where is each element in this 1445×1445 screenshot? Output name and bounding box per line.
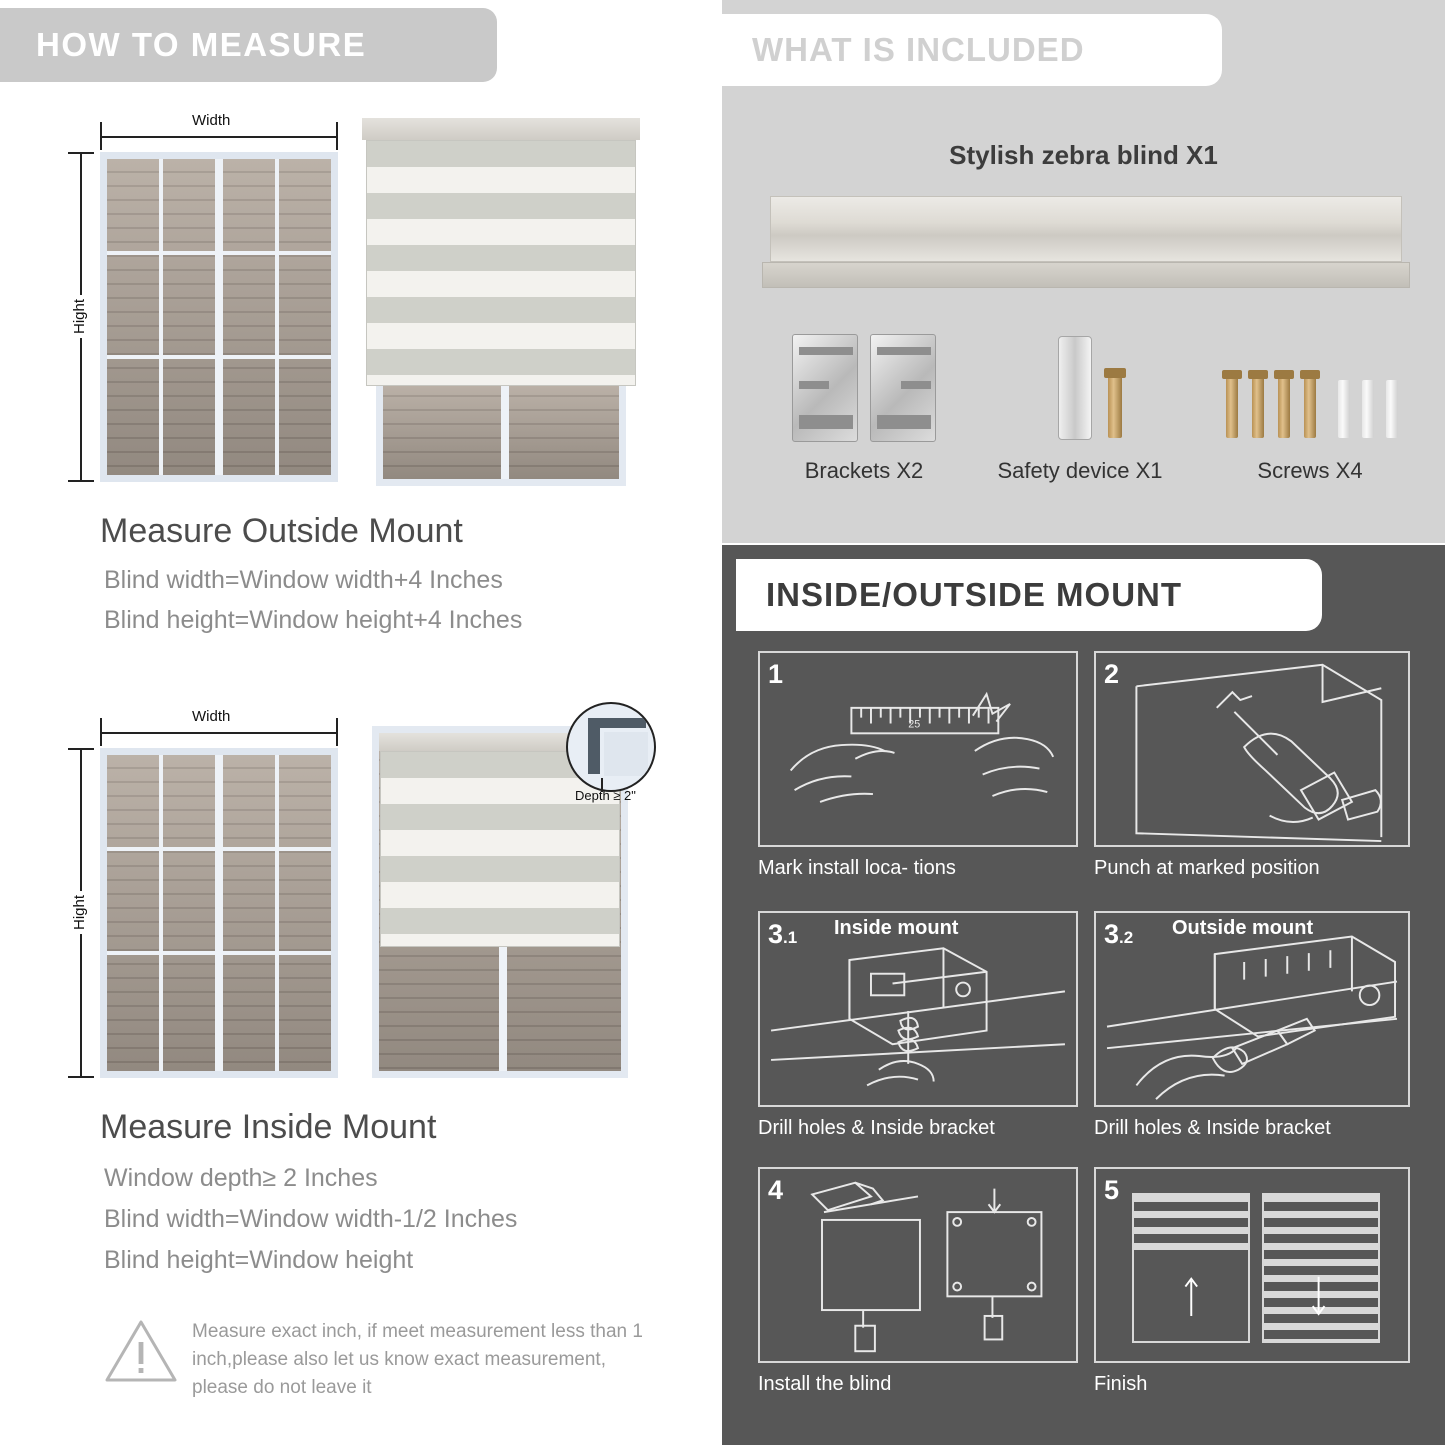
outside-window-mullion-b bbox=[275, 159, 279, 475]
bracket-1 bbox=[792, 334, 858, 442]
inside-mount-line-3: Blind height=Window height bbox=[104, 1246, 414, 1274]
warning-icon bbox=[104, 1318, 178, 1384]
inside-mount-title: Measure Inside Mount bbox=[100, 1108, 437, 1146]
outside-height-dim-tick-bottom bbox=[68, 480, 94, 482]
step-3-2-sketch bbox=[1096, 913, 1408, 1105]
bracket-2 bbox=[870, 334, 936, 442]
svg-text:25: 25 bbox=[908, 718, 921, 731]
inside-window-mullion-b bbox=[275, 755, 279, 1071]
inside-height-dim-tick-bottom bbox=[68, 1076, 94, 1078]
outside-width-dim-tick-right bbox=[336, 122, 338, 150]
outside-mount-line-1: Blind width=Window width+4 Inches bbox=[104, 566, 503, 594]
step-2 bbox=[1094, 651, 1410, 847]
how-to-measure-title: HOW TO MEASURE bbox=[36, 26, 367, 63]
step-3-1-inline-label: Inside mount bbox=[834, 917, 959, 939]
inside-window-frame bbox=[100, 748, 338, 1078]
step-3-1 bbox=[758, 911, 1078, 1107]
step-4 bbox=[758, 1167, 1078, 1363]
inside-outside-mount-title: INSIDE/OUTSIDE MOUNT bbox=[766, 576, 1183, 613]
screws-label: Screws X4 bbox=[1257, 458, 1363, 483]
outside-blind-headrail bbox=[362, 118, 640, 140]
bracket-1-notch-top bbox=[799, 347, 853, 355]
step-5 bbox=[1094, 1167, 1410, 1363]
outside-window-transom-2 bbox=[107, 355, 331, 359]
depth-zoom-callout bbox=[566, 702, 656, 792]
step-3-1-number: 3.1 bbox=[768, 919, 798, 949]
bracket-2-notch-bottom bbox=[877, 415, 931, 429]
inside-mount-line-1: Window depth≥ 2 Inches bbox=[104, 1164, 378, 1192]
product-title: Stylish zebra blind X1 bbox=[949, 140, 1218, 170]
inside-height-label: Hight bbox=[71, 891, 88, 934]
zebra-blind-headrail bbox=[770, 196, 1402, 262]
step-4-sketch bbox=[760, 1169, 1076, 1361]
measure-note bbox=[104, 1318, 644, 1402]
inside-height-dim-tick-top bbox=[68, 748, 94, 750]
inside-mount-line-2: Blind width=Window width-1/2 Inches bbox=[104, 1205, 518, 1233]
screw-3 bbox=[1278, 376, 1290, 438]
measure-note-text: Measure exact inch, if meet measurement less than 1 inch,please also let us know exact measurement, please do not leave it bbox=[192, 1321, 643, 1398]
brackets-label: Brackets X2 bbox=[804, 458, 924, 483]
step-2-number: 2 bbox=[1104, 659, 1120, 689]
what-is-included-tab bbox=[722, 14, 1222, 86]
step-3-2-inline-label: Outside mount bbox=[1172, 917, 1314, 939]
outside-mount-title: Measure Outside Mount bbox=[100, 512, 463, 550]
step-4-number: 4 bbox=[768, 1175, 784, 1205]
inside-outside-mount-panel bbox=[722, 545, 1445, 1445]
outside-height-dim-tick-top bbox=[68, 152, 94, 154]
what-is-included-title: WHAT IS INCLUDED bbox=[752, 31, 1085, 68]
step-1 bbox=[758, 651, 1078, 847]
outside-height-label: Hight bbox=[71, 295, 88, 338]
inside-window-mullion-center bbox=[215, 755, 223, 1071]
how-to-measure-column bbox=[0, 0, 714, 1445]
wall-anchor-2 bbox=[1362, 380, 1374, 438]
screw-3-head bbox=[1274, 370, 1294, 379]
inside-width-dim-tick-right bbox=[336, 718, 338, 746]
bracket-2-notch-top bbox=[877, 347, 931, 355]
inside-width-dim-line bbox=[100, 732, 338, 734]
screw-2 bbox=[1252, 376, 1264, 438]
zebra-blind-bottom-rail bbox=[762, 262, 1410, 288]
step-4-caption: Install the blind bbox=[758, 1373, 892, 1395]
outside-window-mullion-a bbox=[159, 159, 163, 475]
outside-width-dim-tick-left bbox=[100, 122, 102, 150]
bracket-1-notch-bottom bbox=[799, 415, 853, 429]
screw-1 bbox=[1226, 376, 1238, 438]
inside-window-transom-2 bbox=[107, 951, 331, 955]
inside-width-dim-tick-left bbox=[100, 718, 102, 746]
inside-outside-mount-tab bbox=[736, 559, 1322, 631]
outside-width-dim-line bbox=[100, 136, 338, 138]
step-1-caption: Mark install loca- tions bbox=[758, 857, 956, 879]
inside-width-label: Width bbox=[188, 708, 234, 725]
outside-mount-line-2: Blind height=Window height+4 Inches bbox=[104, 606, 523, 634]
step-3-1-caption: Drill holes & Inside bracket bbox=[758, 1117, 995, 1139]
step-1-sketch bbox=[760, 653, 1076, 845]
step-2-sketch bbox=[1096, 653, 1408, 845]
step-3-2-caption: Drill holes & Inside bracket bbox=[1094, 1117, 1331, 1139]
depth-zoom-inner bbox=[604, 732, 648, 776]
screw-2-head bbox=[1248, 370, 1268, 379]
bracket-2-notch-mid bbox=[901, 381, 931, 389]
screw-4-head bbox=[1300, 370, 1320, 379]
step-1-number: 1 bbox=[768, 659, 784, 689]
outside-blind-window-mullion bbox=[501, 383, 509, 479]
outside-blind-fabric bbox=[366, 140, 636, 386]
how-to-measure-banner bbox=[0, 8, 497, 82]
wall-anchor-3 bbox=[1386, 380, 1398, 438]
outside-window-frame bbox=[100, 152, 338, 482]
safety-device-label: Safety device X1 bbox=[997, 458, 1163, 483]
step-5-number: 5 bbox=[1104, 1175, 1120, 1205]
safety-device-screw-head bbox=[1104, 368, 1126, 378]
wall-anchor-1 bbox=[1338, 380, 1350, 438]
step-5-caption: Finish bbox=[1094, 1373, 1148, 1395]
outside-window-transom-1 bbox=[107, 251, 331, 255]
safety-device-screw bbox=[1108, 374, 1122, 438]
outside-blind-illustration bbox=[362, 118, 640, 486]
outside-blind-window bbox=[376, 376, 626, 486]
inside-window-transom-1 bbox=[107, 847, 331, 851]
step-5-arrows bbox=[1096, 1169, 1408, 1361]
step-2-caption: Punch at marked position bbox=[1094, 857, 1320, 879]
step-3-2-number: 3.2 bbox=[1104, 919, 1134, 949]
inside-window-mullion-a bbox=[159, 755, 163, 1071]
screw-1-head bbox=[1222, 370, 1242, 379]
screw-4 bbox=[1304, 376, 1316, 438]
what-is-included-panel bbox=[722, 0, 1445, 543]
outside-width-label: Width bbox=[188, 112, 234, 129]
depth-zoom-side bbox=[588, 718, 600, 774]
step-3-1-sketch bbox=[760, 913, 1076, 1105]
step-3-2 bbox=[1094, 911, 1410, 1107]
bracket-1-notch-mid bbox=[799, 381, 829, 389]
safety-device bbox=[1058, 336, 1092, 440]
outside-window-mullion-center bbox=[215, 159, 223, 475]
depth-label: Depth ≥ 2" bbox=[575, 788, 636, 803]
